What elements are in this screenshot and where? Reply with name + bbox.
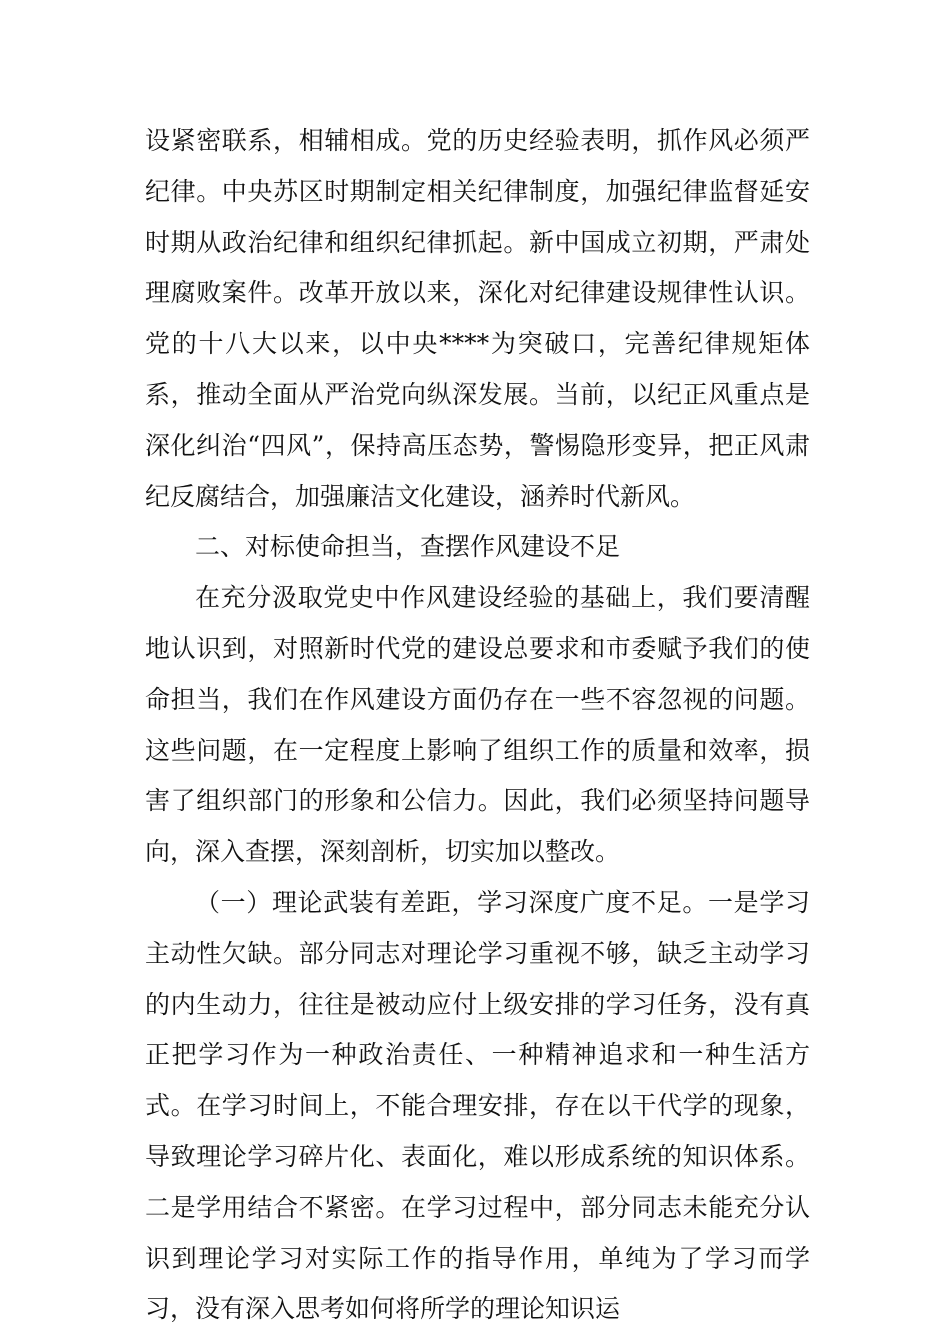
- section-heading: 二、对标使命担当，查摆作风建设不足: [195, 532, 621, 562]
- paragraph-subsection-one: （一）理论武装有差距，学习深度广度不足。一是学习主动性欠缺。部分同志对理论学习重视不够，缺乏主动学习的内生动力，往往是被动应付上级安排的学习任务，没有真正把学习作为一种政治责任、一种精神追求和一种生活方式。在学习时间上，不能合理安排，存在以干代学的现象，导致理论学习碎片化、表面化，难以形成系统的知识体系。二是学用结合不紧密。在学习过程中，部分同志未能充分认识到理论学习对实际工作的指导作用，单纯为了学习而学习，没有深入思考如何将所学的理论知识运: [145, 887, 810, 1324]
- paragraph-continuation: 设紧密联系，相辅相成。党的历史经验表明，抓作风必须严纪律。中央苏区时期制定相关纪律制度，加强纪律监督延安时期从政治纪律和组织纪律抓起。新中国成立初期，严肃处理腐败案件。改革开放以来，深化对纪律建设规律性认识。党的十八大以来，以中央****为突破口，完善纪律规矩体系，推动全面从严治党向纵深发展。当前，以纪正风重点是深化纠治“四风”，保持高压态势，警惕隐形变异，把正风肃纪反腐结合，加强廉洁文化建设，涵养时代新风。: [145, 126, 810, 511]
- paragraph-intro: 在充分汲取党史中作风建设经验的基础上，我们要清醒地认识到，对照新时代党的建设总要求和市委赋予我们的使命担当，我们在作风建设方面仍存在一些不容忽视的问题。这些问题，在一定程度上影响了组织工作的质量和效率，损害了组织部门的形象和公信力。因此，我们必须坚持问题导向，深入查摆，深刻剖析，切实加以整改。: [145, 583, 810, 867]
- document-body: [145, 116, 810, 1335]
